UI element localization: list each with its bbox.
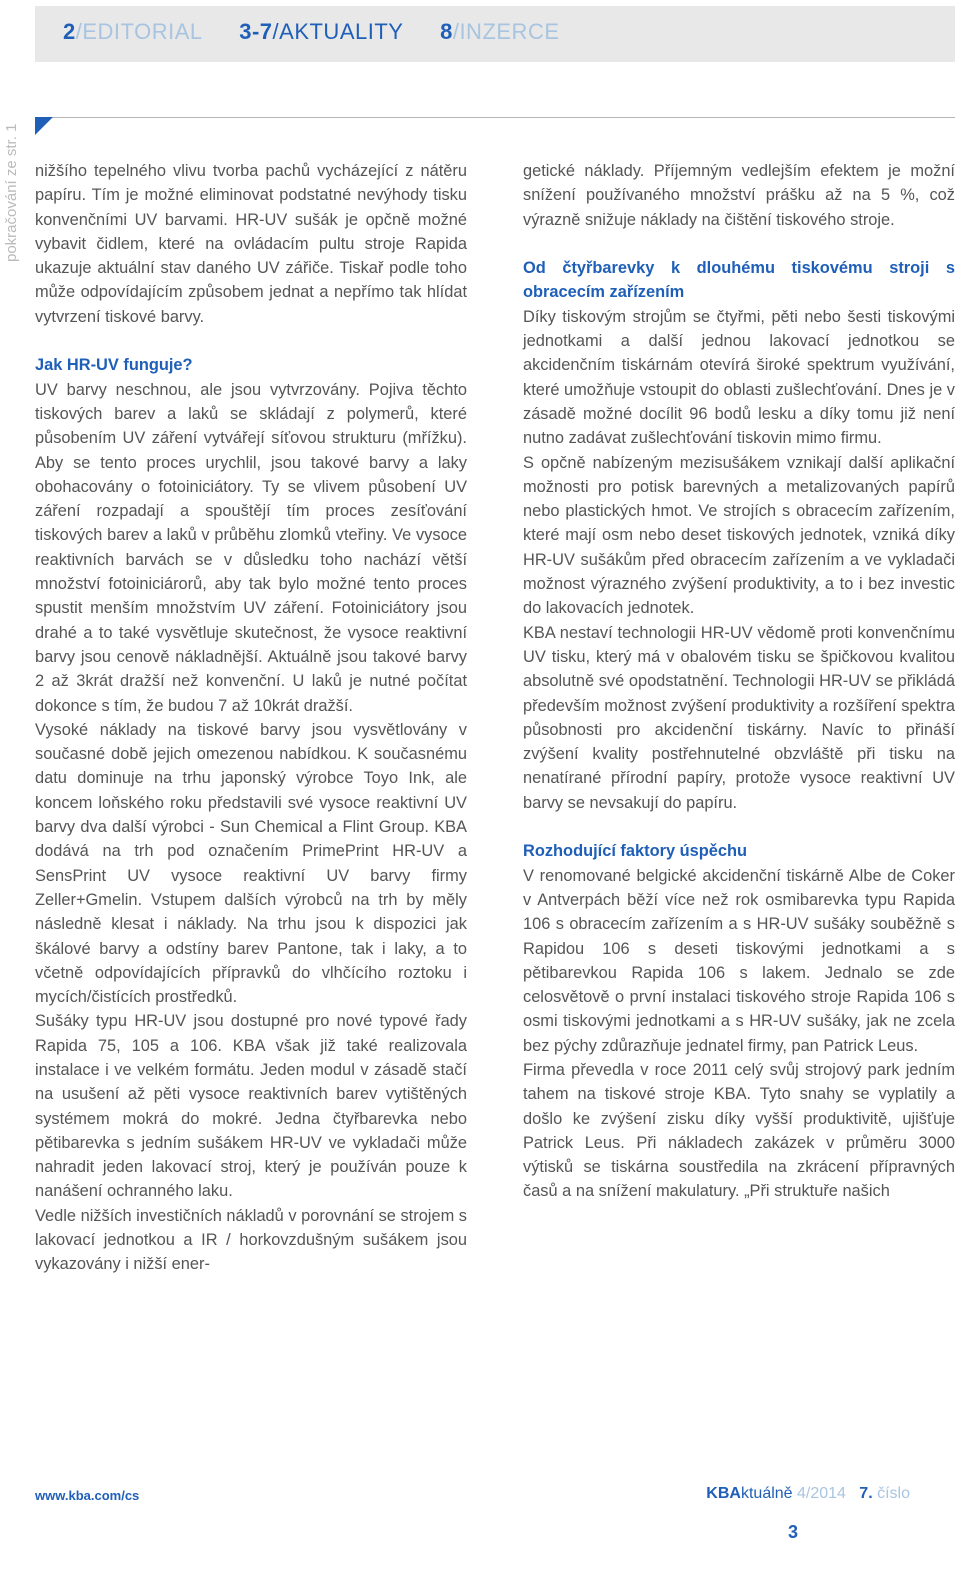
nav-item-editorial[interactable] <box>63 19 203 45</box>
nav-page-number: 8 <box>440 19 453 44</box>
article-column-left <box>35 159 467 1277</box>
section-heading: Od čtyřbarevky k dlouhému tiskovému stroji s obracecím zařízením <box>523 259 955 302</box>
section-nav-bar <box>35 6 955 62</box>
footer-issue-info <box>706 1485 910 1503</box>
nav-label: /AKTUALITY <box>272 19 404 44</box>
paragraph: Díky tiskovým strojům se čtyřmi, pěti nebo šesti tiskovými jednotkami a další jednou lakovací jednotkou se akcidenčním tiskárnám otevírá široké spektrum využívání, které umožňuje vstoupit do oblasti zušlechťování. Dnes je v zásadě možné docílit 96 bodů lesku a díky tomu již není nutno zadávat zušlechťování tiskovin mimo firmu. <box>523 307 955 448</box>
continuation-label: pokračování ze str. 1 <box>3 123 20 262</box>
section-nav <box>63 19 590 45</box>
paragraph: nižšího tepelného vlivu tvorba pachů vycházející z nátěru papíru. Tím je možné eliminovat podstatné nevýhody tisku konvenčními UV barvami. HR-UV sušák je opčně možné vybavit čidlem, které na ovládacím pultu stroje Rapida ukazuje aktuální stav daného UV zářiče. Tiskař podle toho může odpovídajícím způsobem jednat a nepřímo tak hlídat vytvrzení tiskové barvy. <box>35 162 467 326</box>
issue-number: 4/2014 <box>797 1485 846 1502</box>
brand-name: ktuálně <box>740 1485 793 1502</box>
issue-word: číslo <box>877 1485 910 1502</box>
paragraph: V renomované belgické akcidenční tiskárně Albe de Coker v Antverpách běží více než rok osmibarevka typu Rapida 106 s obracecím zařízením a s HR-UV sušáky souběžně s Rapidou 106 s deseti tiskovými jednotkami a s pětibarevkou Rapida 106 s lakem. Jednalo se zde celosvětově o první instalaci tiskového stroje Rapida 106 s osmi tiskovými jednotkami a s HR-UV sušáky, jak ne zcela bez pýchy zdůrazňuje jednatel firmy, pan Patrick Leus. <box>523 866 955 1055</box>
paragraph: KBA nestaví technologii HR-UV vědomě proti konvenčnímu UV tisku, který má v obalovém tisku se špičkovou kvalitou absolutně své opodstatnění. Technologii HR-UV se přikládá především možnost zvýšení produktivity a rozšíření spektra působnosti pro akcidenční tiskárny. Navíc to přináší zvýšení kvality postřehnutelné obzvláště při tisku na nenatírané přírodní papíry, protože vysoce reaktivní UV barvy se nevsakují do papíru. <box>523 623 955 812</box>
nav-page-number: 2 <box>63 19 76 44</box>
nav-item-inzerce[interactable] <box>440 19 559 45</box>
corner-triangle <box>35 117 53 135</box>
paragraph: S opčně nabízeným mezisušákem vznikají další aplikační možnosti pro potisk barevných a metalizovaných papírů nebo plastických hmot. Ve strojích s obracecím zařízením, které mají osm nebo deset tiskových jednotek, vzniká díky HR-UV sušákům před obracecím zařízením a ve vykladači možnost výrazného zvýšení produktivity, a to i bez investic do lakovacích jednotek. <box>523 453 955 618</box>
article-column-right <box>523 159 955 1204</box>
page-number: 3 <box>788 1522 799 1542</box>
footer-website-link[interactable]: www.kba.com/cs <box>35 1488 140 1503</box>
brand-kba: KBA <box>706 1485 741 1502</box>
section-heading: Rozhodující faktory úspěchu <box>523 842 748 861</box>
section-heading: Jak HR-UV funguje? <box>35 356 193 375</box>
paragraph: Vedle nižších investičních nákladů v porovnání se strojem s lakovací jednotkou a IR / horkovzdušným sušákem jsou vykazovány i nižší ener- <box>35 1206 467 1274</box>
nav-item-aktuality[interactable] <box>239 19 403 45</box>
nav-label: /INZERCE <box>452 19 560 44</box>
paragraph: Sušáky typu HR-UV jsou dostupné pro nové typové řady Rapida 75, 105 a 106. KBA však již také realizovala instalace i ve velkém formátu. Jeden modul v zásadě stačí na usušení až pěti vysoce reaktivních barev vytištěných systémem mokrá do mokré. Jedna čtyřbarevka nebo pětibarevka s jedním sušákem HR-UV ve vykladači může nahradit jeden lakovací stroj, který je používán pouze k nanášení ochranného laku. <box>35 1012 467 1201</box>
paragraph: getické náklady. Příjemným vedlejším efektem je možní snížení používaného množství prášku až na 5 %, což výrazně snižuje náklady na čištění tiskového stroje. <box>523 162 955 229</box>
nav-label: /EDITORIAL <box>75 19 203 44</box>
nav-page-number: 3-7 <box>239 19 273 44</box>
paragraph: Vysoké náklady na tiskové barvy jsou vysvětlovány v současné době jejich omezenou nabídkou. K současnému datu dominuje na trhu japonský výrobce Toyo Ink, ale koncem loňského roku představili své vysoce reaktivní UV barvy dva další výrobci - Sun Chemical a Flint Group. KBA dodává na trh pod označením PrimePrint HR-UV a SensPrint UV vysoce reaktivní UV barvy firmy Zeller+Gmelin. Vstupem dalších výrobců na trh by měly následně klesat i náklady. Na trhu jsou k dispozici jak škálové barvy a odstíny barev Pantone, tak i laky, a to včetně odpovídajících přípravků do vlhčícího roztoku i mycích/čistících prostředků. <box>35 720 467 1007</box>
paragraph: Firma převedla v roce 2011 celý svůj strojový park jedním tahem na tiskové stroje KBA. Tyto snahy se vyplatily a došlo ke zvýšení zisku díky vyšší produktivitě, ujišťuje Patrick Leus. Při nákladech zakázek v průměru 3000 výtisků se tiskárna soustředila na zkrácení přípravných časů a na snížení makulatury. „Při struktuře našich <box>523 1060 955 1201</box>
header-rule <box>35 117 955 118</box>
issue-ordinal: 7. <box>859 1485 873 1502</box>
paragraph: UV barvy neschnou, ale jsou vytvrzovány. Pojiva těchto tiskových barev a laků se skládají z polymerů, které působením UV záření vytvářejí síťovou strukturu (mřížku). Aby se tento proces urychlil, jsou takové barvy a laky obohacovány o fotoiniciátory. Ty se vlivem působení UV záření rozpadají a spouštějí tím proces zesíťování tiskových barev a laků v průběhu zlomků vteřiny. Ve vysoce reaktivních barvách se v důsledku toho nachází větší množství fotoiniciárorů, aby tak bylo možné tento proces spustit menším množstvím UV záření. Fotoiniciátory jsou drahé a to také vysvětluje skutečnost, že vysoce reaktivní barvy jsou cenově nákladnější. Aktuálně jsou takové barvy 2 až 3krát dražší než konvenční. U laků je nutné počítat dokonce s tím, že budou 7 až 10krát dražší. <box>35 380 467 715</box>
